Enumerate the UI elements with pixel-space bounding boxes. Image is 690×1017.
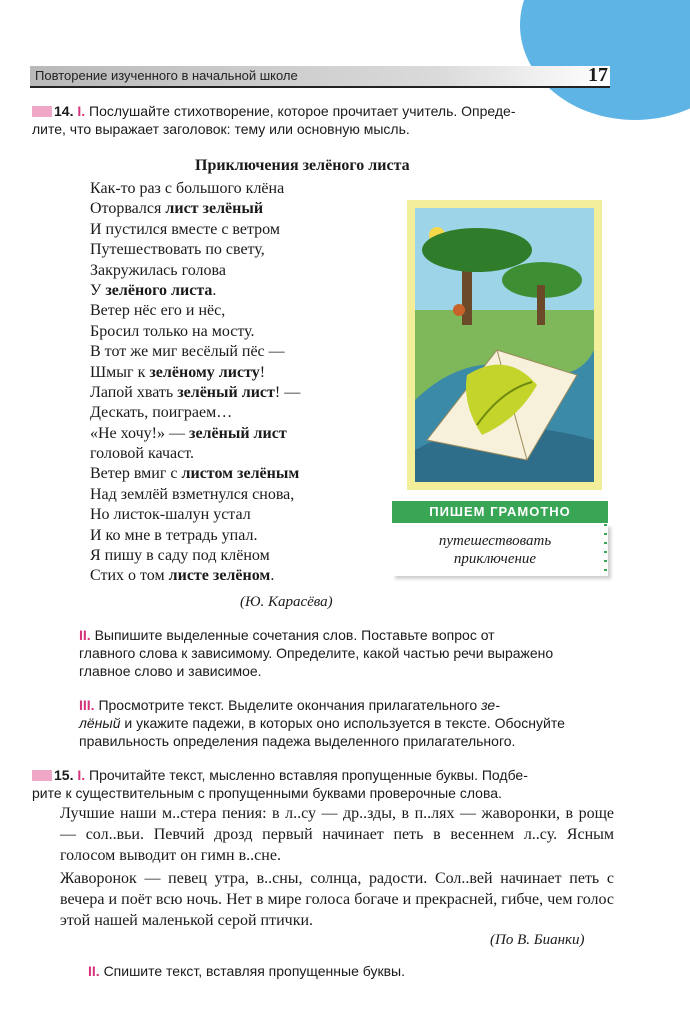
- instruction-text: главного слова к зависимому. Определите, какой частью речи выражено: [79, 645, 554, 661]
- poem-text: Путешествовать по свету,: [90, 241, 265, 259]
- poem-text: Я пишу в саду под клёном: [90, 547, 270, 565]
- poem-text: Ветер вмиг с: [90, 465, 182, 483]
- poem-text: Дескать, поиграем…: [90, 404, 233, 422]
- task-15-instruction: [32, 766, 612, 802]
- instruction-text: Выпишите выделенные сочетания слов. Поставьте вопрос от: [94, 627, 495, 643]
- poem-line: [90, 220, 300, 240]
- instruction-text: Спишите текст, вставляя пропущенные буквы.: [103, 963, 405, 979]
- task-marker: [32, 106, 52, 117]
- poem-line: [90, 322, 300, 342]
- poem-text: Ветер нёс его и нёс,: [90, 302, 226, 320]
- poem-text: Лапой хвать: [90, 383, 178, 401]
- poem-highlight: лист зелёный: [165, 200, 264, 218]
- prose-source: (По В. Бианки): [490, 932, 585, 948]
- poem-line: [90, 444, 300, 464]
- task-number: 15.: [54, 767, 74, 783]
- section-title: Повторение изученного в начальной школе: [35, 68, 298, 83]
- poem-text: Оторвался: [90, 200, 166, 218]
- roman-numeral: I.: [77, 767, 86, 783]
- poem-text: Шмыг к: [90, 363, 150, 381]
- roman-numeral: II.: [88, 963, 100, 979]
- poem-line: [90, 566, 300, 586]
- instruction-text: Послушайте стихотворение, которое прочитает учитель. Опреде-: [85, 103, 516, 119]
- poem-line: [90, 546, 300, 566]
- instruction-text: рите к существительным с пропущенными буквами проверочные слова.: [32, 785, 502, 801]
- gramotno-word: путешествовать: [438, 533, 552, 549]
- header-rule: [30, 86, 610, 88]
- poem: [90, 179, 300, 587]
- instruction-italic: зе-: [481, 697, 500, 713]
- poem-highlight: зелёного листа: [105, 281, 213, 299]
- poem-line: [90, 261, 300, 281]
- poem-text: Стих о том: [90, 567, 169, 585]
- task-marker: [32, 770, 52, 781]
- instruction-text: правильность определения падежа выделенного прилагательного.: [79, 733, 516, 749]
- poem-highlight: зелёный лист: [177, 383, 275, 401]
- poem-line: [90, 526, 300, 546]
- instruction-italic: лёный: [79, 715, 121, 731]
- poem-line: [90, 342, 300, 362]
- task-14-part-2: [79, 626, 611, 680]
- instruction-text: и укажите падежи, в которых оно используется в тексте. Обоснуйте: [120, 715, 565, 731]
- author-name: (Ю. Карасёва): [240, 594, 333, 610]
- task-number: 14.: [54, 103, 74, 119]
- poem-text: И пустился вместе с ветром: [90, 220, 280, 238]
- poem-highlight: листе зелёном: [168, 567, 271, 585]
- poem-line: [90, 179, 300, 199]
- poem-title: Приключения зелёного листа: [195, 157, 410, 174]
- poem-text: .: [270, 567, 275, 585]
- poem-text: И ко мне в тетрадь упал.: [90, 526, 258, 544]
- roman-numeral: III.: [79, 697, 95, 713]
- poem-author: [240, 594, 333, 611]
- prose-paragraph-2: Жаворонок — певец утра, в..сны, солнца, радости. Сол..вей начинает петь с вечера и поёт всю ночь. Нет в мире голоса богаче и прекрасней, гибче, чем голос этой нашей маленькой серой птички.: [60, 870, 614, 929]
- gramotno-header: ПИШЕМ ГРАМОТНО: [392, 501, 608, 523]
- gramotno-word: приключение: [453, 551, 537, 567]
- gramotno-words: [392, 532, 598, 568]
- poem-highlight: зелёному листу: [149, 363, 260, 381]
- task-14-instruction: [32, 102, 612, 138]
- page-number: 17: [588, 64, 608, 86]
- poem-text: Но листок-шалун устал: [90, 506, 251, 524]
- instruction-text: лите, что выражает заголовок: тему или основную мысль.: [32, 121, 410, 137]
- poem-text: !: [259, 363, 266, 381]
- instruction-text: Прочитайте текст, мысленно вставляя пропущенные буквы. Подбе-: [85, 767, 528, 783]
- poem-line: [90, 424, 300, 444]
- poem-highlight: зелёный лист: [189, 424, 287, 442]
- poem-line: [90, 485, 300, 505]
- poem-line: [90, 240, 300, 260]
- poem-text: «Не хочу!» —: [90, 424, 190, 442]
- instruction-text: Просмотрите текст. Выделите окончания прилагательного: [98, 697, 482, 713]
- poem-line: [90, 301, 300, 321]
- poem-line: [90, 281, 300, 301]
- poem-text: .: [212, 281, 217, 299]
- poem-line: [90, 199, 300, 219]
- poem-highlight: листом зелёным: [181, 465, 300, 483]
- poem-text: ! —: [274, 383, 301, 401]
- poem-line: [90, 505, 300, 525]
- poem-text: Бросил только на мосту.: [90, 322, 255, 340]
- poem-text: Как-то раз с большого клёна: [90, 180, 285, 197]
- poem-text: Над землёй взметнулся снова,: [90, 485, 295, 503]
- poem-text: У: [90, 281, 106, 299]
- poem-line: [90, 464, 300, 484]
- task-15-part-2: [88, 962, 620, 980]
- poem-line: [90, 403, 300, 423]
- roman-numeral: II.: [79, 627, 91, 643]
- gramotno-dots: [604, 515, 607, 575]
- poem-text: головой качаст.: [90, 445, 194, 463]
- poem-text: В тот же миг весёлый пёс —: [90, 343, 285, 361]
- poem-text: Закружилась голова: [90, 261, 226, 279]
- poem-line: [90, 363, 300, 383]
- task-14-part-3: [79, 696, 611, 750]
- roman-numeral: I.: [77, 103, 86, 119]
- illustration-leaf-book: [407, 200, 602, 490]
- instruction-text: главное слово и зависимое.: [79, 663, 262, 679]
- prose-paragraph-1: Лучшие наши м..стера пения: в л..су — др..зды, в п..лях — жаворонки, в роще — сол..вьи. Певчий дрозд первый начинает петь в весеннем л..су. Ясным голосом выводит он гимн в..сне.: [60, 805, 614, 864]
- poem-line: [90, 383, 300, 403]
